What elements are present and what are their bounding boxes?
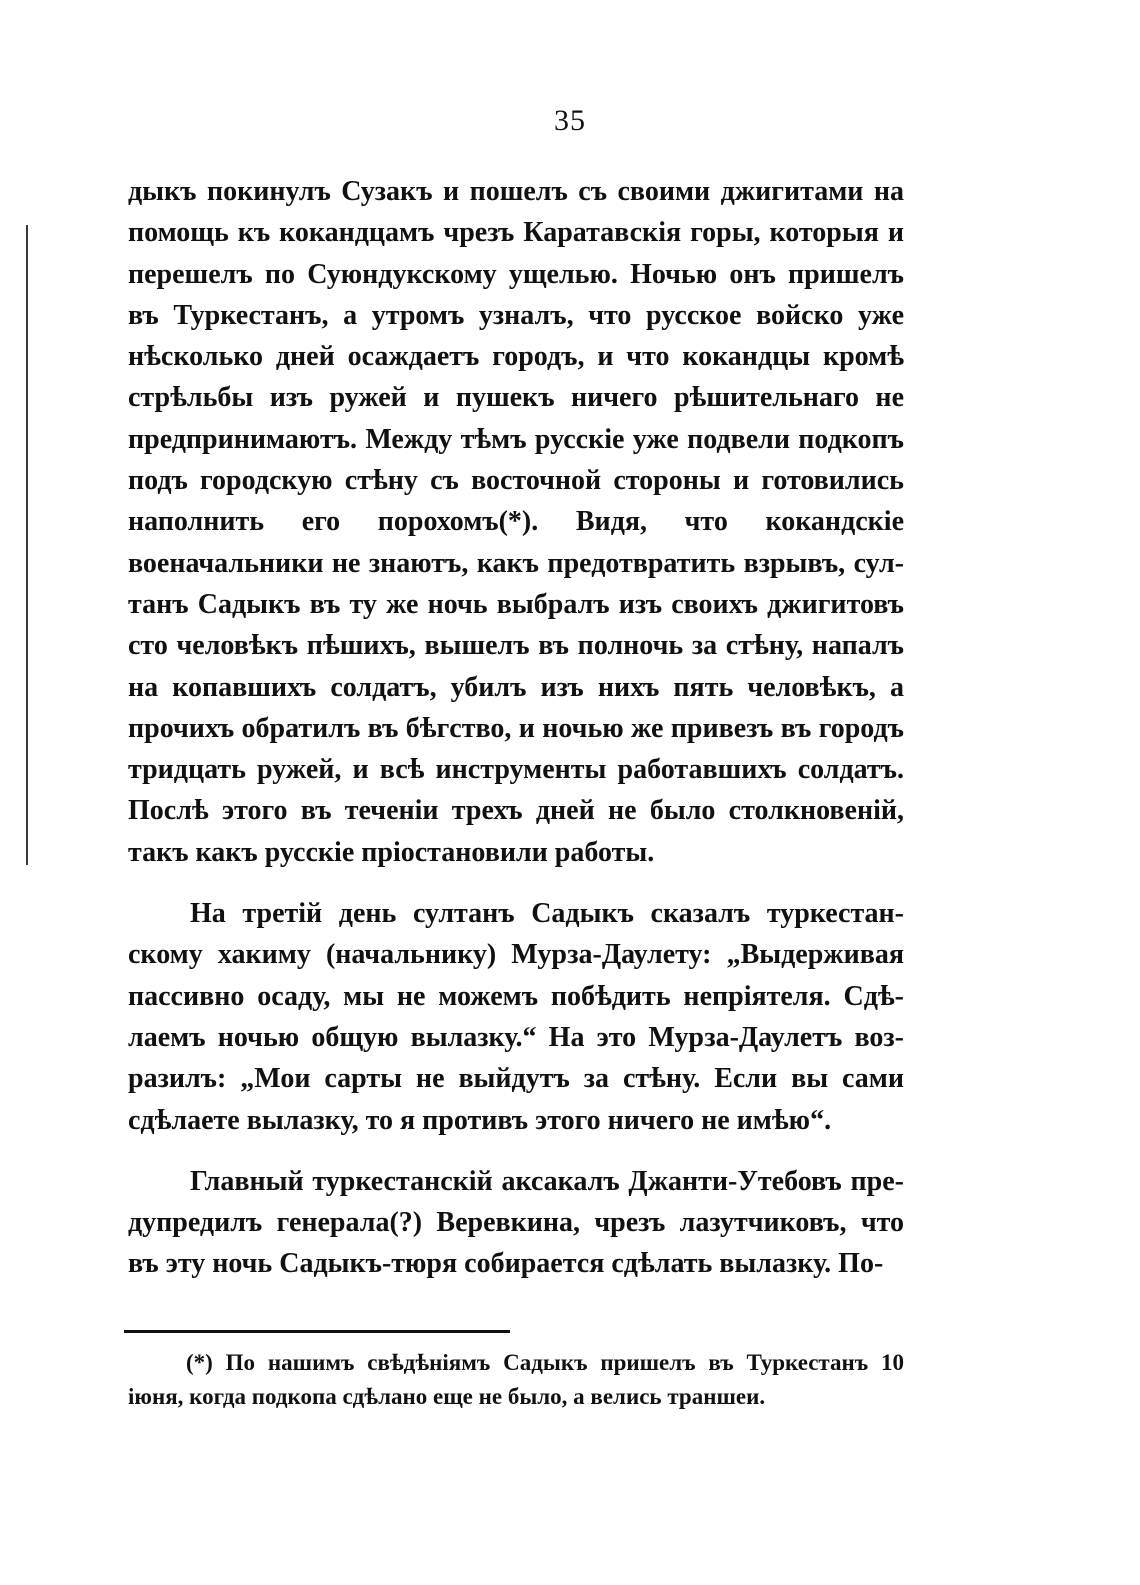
page-number: 35	[554, 104, 586, 137]
footnote-separator	[124, 1330, 510, 1333]
body-text	[128, 171, 904, 1285]
margin-scan-line	[26, 225, 28, 865]
paragraph-aksakal: Главный туркестанскій аксакалъ Джанти-Утебовъ предупредилъ генерала(?) Веревкина, чрезъ лазутчиковъ, что въ эту ночь Садыкъ-тюря собирается сдѣлать вылазку. По-	[128, 1165, 904, 1280]
footnote: (*) По нашимъ свѣдѣніямъ Садыкъ пришелъ въ Туркестанъ 10 іюня, когда подкопа сдѣлано еще не было, а велись траншеи.	[128, 1350, 904, 1409]
paragraph-continued: дыкъ покинулъ Сузакъ и пошелъ съ своими джигитами на помощь къ кокандцамъ чрезъ Каратавскія горы, которыя и перешелъ по Суюндукскому ущелью. Ночью онъ пришелъ въ Туркестанъ, а утромъ узналъ, что русское войско уже нѣсколько дней осаждаетъ городъ, и что кокандцы кромѣ стрѣльбы изъ ружей и пушекъ ничего рѣшительнаго не предпринимаютъ. Между тѣмъ русскіе уже подвели подкопъ подъ городскую стѣну съ восточной стороны и готовились наполнить его порохомъ(*). Видя, что кокандскіе военачальники не знаютъ, какъ предотвратить взрывъ, султанъ Садыкъ въ ту же ночь выбралъ изъ своихъ джигитовъ сто человѣкъ пѣшихъ, вышелъ въ полночь за стѣну, напалъ на копавшихъ солдатъ, убилъ изъ нихъ пять человѣкъ, а прочихъ обратилъ въ бѣгство, и ночью же привезъ въ городъ тридцать ружей, и всѣ инструменты работавшихъ солдатъ. Послѣ этого въ теченіи трехъ дней не было столкновеній, такъ какъ русскіе пріостановили работы.	[128, 176, 904, 868]
paragraph-sultan-sadyk: На третій день султанъ Садыкъ сказалъ туркестанскому хакиму (начальнику) Мурза-Даулету: „Выдерживая пассивно осаду, мы не можемъ побѣдить непріятеля. Сдѣлаемъ ночью общую вылазку.“ На это Мурза-Даулетъ возразилъ: „Мои сарты не выйдутъ за стѣну. Если вы сами сдѣлаете вылазку, то я противъ этого ничего не имѣю“.	[128, 898, 904, 1136]
